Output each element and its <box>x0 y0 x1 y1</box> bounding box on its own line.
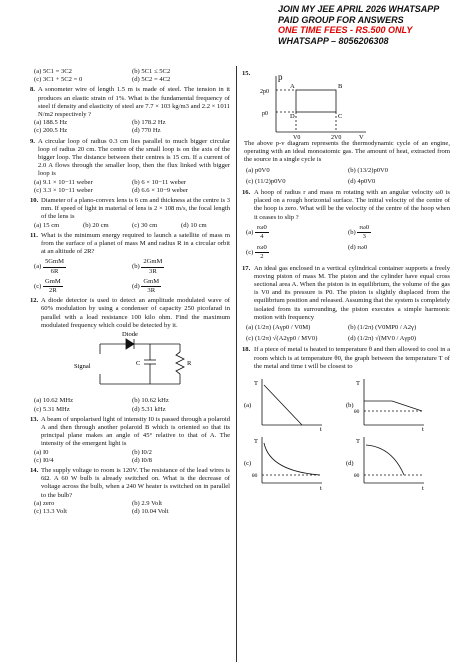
q7-option-c: (c) 3C1 + 5C2 = 0 <box>34 76 83 84</box>
q12-text: A diode detector is used to detect an amplitude modulated wave of 60% modulation by using a condenser of capacity 250 picofarad in parallel with a load resistance 100 kilo ohm. Find the maximum modulated frequency which could be detected by it. <box>41 297 230 329</box>
q14-number: 14. <box>30 466 39 474</box>
q15-options <box>246 167 450 186</box>
pv-2v0-label: 2V0 <box>331 135 342 140</box>
q13-option-c: (c) I0/4 <box>34 456 54 464</box>
question-12 <box>30 297 230 330</box>
q18-a-t-axis: T <box>254 380 258 388</box>
q8-options <box>34 119 230 135</box>
q17-text: An ideal gas enclosed in a vertical cylindrical container supports a freely moving piston of mass M. The piston and the cylinder have equal cross sectional area A. When the piston is in equilibrium, the volume of the gas is V0 and its pressure is P0. The piston is slightly displaced from the equilibrium position and released. Assuming that the system is completely isolated from its surrounding, the piston executes a simple harmonic motion with frequency <box>254 264 450 321</box>
q12-option-b: (b) 10.62 kHz <box>132 397 169 405</box>
q8-option-c: (c) 200.5 Hz <box>34 127 68 135</box>
q15-text: The above p-v diagram represents the thermodynamic cycle of an engine, operating with an ideal monoatomic gas. The amount of heat, extracted from the source in a single cycle is <box>244 140 450 164</box>
q8-option-b: (b) 178.2 Hz <box>132 119 166 127</box>
q16-option-d: (d) rω0 <box>348 244 368 252</box>
pv-2p0-label: 2p0 <box>260 89 269 95</box>
q18-c-t-axis: T <box>254 438 258 446</box>
q7-options <box>34 68 230 84</box>
q11-number: 11. <box>30 231 38 239</box>
question-13 <box>30 416 230 449</box>
q11-options <box>34 258 230 295</box>
q18-b-label: (b) <box>346 402 354 410</box>
q18-c-time-axis: t <box>320 485 322 493</box>
q9-option-a: (a) 9.1 × 10−11 weber <box>34 178 93 186</box>
q17-number: 17. <box>242 264 251 272</box>
q13-options <box>34 449 230 465</box>
q16-options <box>246 224 450 262</box>
diode-label: Diode <box>122 331 138 339</box>
q11-option-a: (a) $\frac{\text{5GmM}}{6R}$ <box>34 258 65 275</box>
pv-p-axis-label: p <box>278 72 283 82</box>
q10-text: Diameter of a plano-convex lens is 6 cm and thickness at the centre is 3 mm. If speed of light in material of lens is 2 × 108 m/s, the focal length of the lens is <box>41 197 230 221</box>
q11-option-b: (b) $\frac{\text{2GmM}}{3R}$ <box>132 258 163 275</box>
q14-option-c: (c) 13.3 Volt <box>34 507 67 515</box>
q18-a-time-axis: t <box>320 426 322 434</box>
question-17 <box>242 265 450 322</box>
q11-option-c: (c) $\frac{\text{GmM}}{2R}$ <box>34 277 61 295</box>
q14-option-a: (a) zero <box>34 499 55 507</box>
promo-header <box>278 4 466 46</box>
q17-option-d: (d) (1/2π) √(MV0 / Aγp0) <box>348 335 417 343</box>
q9-number: 9. <box>30 137 35 145</box>
q18-graphs <box>242 371 450 493</box>
question-9 <box>30 138 230 179</box>
promo-line-4: WHATSAPP – 8056206308 <box>278 35 389 46</box>
q8-option-a: (a) 188.5 Hz <box>34 119 68 127</box>
pv-diagram <box>256 70 376 140</box>
q16-option-b: (b) $\frac{r\omega 0}{3}$ <box>348 223 370 241</box>
pv-point-b: B <box>338 83 343 90</box>
q16-option-a: (a) $\frac{r\omega 0}{4}$ <box>246 223 267 241</box>
pv-point-a: A <box>290 83 295 90</box>
q15-option-b: (b) (13/2)p0V0 <box>348 166 389 174</box>
q10-option-c: (c) 30 cm <box>132 221 158 229</box>
q18-c-label: (c) <box>244 460 252 468</box>
q16-option-c: (c) $\frac{r\omega 0}{2}$ <box>246 244 267 261</box>
q15-option-c: (c) (11/2)p0V0 <box>246 177 286 185</box>
question-14 <box>30 467 230 500</box>
q7-option-a: (a) 5C1 = 3C2 <box>34 68 72 75</box>
q10-option-b: (b) 20 cm <box>83 221 109 229</box>
pv-v-axis-label: V <box>359 134 364 140</box>
q18-d-label: (d) <box>346 460 354 468</box>
question-18 <box>242 346 450 371</box>
q12-option-a: (a) 10.62 MHz <box>34 397 74 405</box>
q9-option-c: (c) 3.3 × 10−11 weber <box>34 186 93 194</box>
q18-b-time-axis: t <box>422 426 424 434</box>
right-column <box>242 70 450 496</box>
q14-options <box>34 500 230 516</box>
q12-option-d: (d) 5.31 kHz <box>132 405 166 413</box>
q12-option-c: (c) 5.31 MHz <box>34 405 70 413</box>
q9-text: A circular loop of radius 0.3 cm lies parallel to much bigger circular loop of radius 20 cm. The centre of the small loop is on the axis of the bigger loop. The distance between their centres is 15 cm. If a current of 2.0 A flows through the smaller loop, then the flux linked with bigger loop is <box>38 137 230 178</box>
q13-option-b: (b) I0/2 <box>132 448 152 456</box>
q8-text: A sonometer wire of length 1.5 m is made of steel. The tension in it produces an elastic strain of 1%. What is the fundamental frequency of steel if density and elasticity of steel are 7.7 × 103 kg/m3 and 2.2 × 1011 N/m2 respectively ? <box>38 86 230 119</box>
q12-options <box>34 397 230 413</box>
q10-option-d: (d) 10 cm <box>181 221 207 229</box>
q17-option-b: (b) (1/2π) (V0MP0 / A2γ) <box>348 324 417 332</box>
q16-text: A hoop of radius r and mass m rotating with an angular velocity ω0 is placed on a rough horizontal surface. The initial velocity of the centre of the hoop is zero. What will be the velocity of the centre of the hoop when it ceases to slip ? <box>254 189 450 221</box>
q18-b-theta0: θ0 <box>354 409 360 416</box>
resistor-label: R <box>187 360 192 368</box>
diode-circuit-diagram <box>30 330 230 394</box>
q13-number: 13. <box>30 415 39 423</box>
q18-c-theta0: θ0 <box>252 473 258 480</box>
question-15 <box>242 70 450 140</box>
question-10 <box>30 197 230 222</box>
signal-label: Signal <box>74 363 91 371</box>
q18-b-t-axis: T <box>356 380 360 388</box>
q7-option-b: (b) 5C1 ≤ 5C2 <box>132 68 171 75</box>
pv-point-c: C <box>338 113 343 120</box>
q13-option-a: (a) I0 <box>34 448 49 456</box>
q13-option-d: (d) I0/8 <box>132 456 152 464</box>
q17-option-c: (c) (1/2π) √(A2γp0 / MV0) <box>246 335 318 343</box>
promo-line-2: PAID GROUP FOR ANSWERS <box>278 14 404 25</box>
column-divider <box>236 66 237 662</box>
q9-option-b: (b) 6 × 10−11 weber <box>132 178 187 186</box>
q15-number: 15. <box>242 70 251 77</box>
promo-line-1: JOIN MY JEE APRIL 2026 WHATSAPP <box>278 4 440 14</box>
promo-line-3: ONE TIME FEES - RS.500 ONLY <box>278 25 413 35</box>
q14-text: The supply voltage to room is 120V. The resistance of the lead wires is 6Ω. A 60 W bulb is already switched on. What is the decrease of voltage across the bulb, when a 240 W heater is switched on in parallel to the bulb? <box>41 466 230 499</box>
q18-number: 18. <box>242 346 251 354</box>
pv-v0-label: V0 <box>293 135 301 140</box>
q7-option-d: (d) 5C2 = 4C2 <box>132 76 171 84</box>
pv-p0-label: p0 <box>262 111 268 117</box>
left-column <box>30 68 230 516</box>
q14-option-b: (b) 2.9 Volt <box>132 499 162 507</box>
question-8 <box>30 86 230 119</box>
question-16 <box>242 189 450 222</box>
q18-d-t-axis: T <box>356 438 360 446</box>
q18-text: If a piece of metal is heated to temperature θ and then allowed to cool in a room which is at temperature θ0, the graph between the temperature T of the metal and time t will be closest to <box>254 346 450 370</box>
q9-options <box>34 179 230 195</box>
q10-number: 10. <box>30 197 39 205</box>
q11-text: What is the minimum energy required to launch a satellite of mass m from the surface of a planet of mass M and radius R in a circular orbit at an altitude of 2R? <box>41 231 230 256</box>
q8-option-d: (d) 770 Hz <box>132 127 161 135</box>
q12-number: 12. <box>30 297 39 305</box>
q9-option-d: (d) 6.6 × 10−9 weber <box>132 186 188 194</box>
q8-number: 8. <box>30 86 35 94</box>
q18-d-theta0: θ0 <box>354 473 360 480</box>
q14-option-d: (d) 10.04 Volt <box>132 507 169 515</box>
q16-number: 16. <box>242 189 251 197</box>
q15-option-d: (d) 4p0V0 <box>348 177 376 185</box>
question-11 <box>30 232 230 257</box>
q15-option-a: (a) p0V0 <box>246 166 270 174</box>
q10-option-a: (a) 15 cm <box>34 221 60 229</box>
q18-a-label: (a) <box>244 402 252 410</box>
capacitor-label: C <box>136 360 141 368</box>
pv-point-d: D <box>290 113 295 120</box>
q17-option-a: (a) (1/2π) (Aγp0 / V0M) <box>246 324 311 332</box>
q11-option-d: (d) $\frac{\text{GmM}}{3R}$ <box>132 277 160 295</box>
q18-d-time-axis: t <box>422 485 424 493</box>
q10-options <box>34 222 230 230</box>
q13-text: A beam of unpolarised light of intensity I0 is passed through a polaroid A and then through another polaroid B which is oriented so that its principal plane makes an angle of 45° relative to that of A. The intensity of the emergent light is <box>41 415 230 448</box>
q17-options <box>246 324 450 343</box>
